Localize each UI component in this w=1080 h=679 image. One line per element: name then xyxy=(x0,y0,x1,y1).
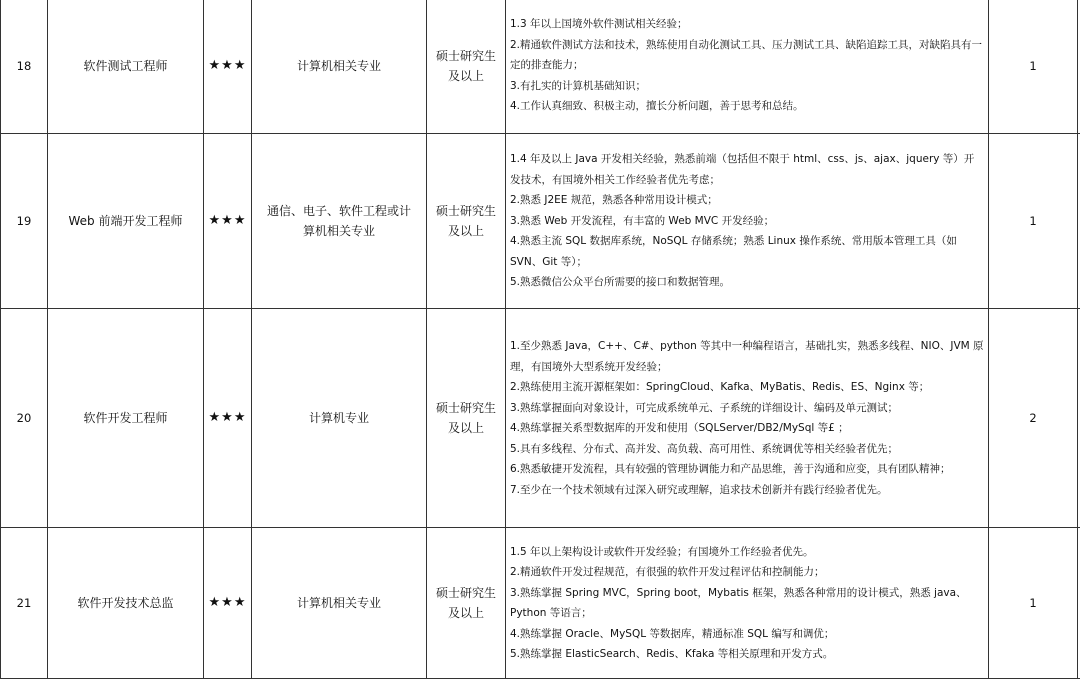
rating-stars: ★★★ xyxy=(204,309,252,528)
degree-requirement: 硕士研究生及以上 xyxy=(427,309,506,528)
requirement-item: 4.熟悉主流 SQL 数据库系统，NoSQL 存储系统；熟悉 Linux 操作系统、常用版本管理工具（如 SVN、Git 等）； xyxy=(510,231,984,272)
rating-stars: ★★★ xyxy=(204,528,252,679)
requirement-item: 2.精通软件开发过程规范，有很强的软件开发过程评估和控制能力； xyxy=(510,562,984,583)
major-requirement: 计算机相关专业 xyxy=(252,0,427,134)
table-row xyxy=(1,0,1080,134)
degree-requirement: 硕士研究生及以上 xyxy=(427,0,506,134)
requirements-list xyxy=(506,134,989,309)
requirement-item: 3.有扎实的计算机基础知识； xyxy=(510,76,984,97)
requirement-item: 3.熟练掌握 Spring MVC，Spring boot，Mybatis 框架，熟悉各种常用的设计模式，熟悉 java、Python 等语言； xyxy=(510,583,984,624)
rating-stars: ★★★ xyxy=(204,0,252,134)
requirement-item: 2.熟练使用主流开源框架如：SpringCloud、Kafka、MyBatis、Redis、ES、Nginx 等； xyxy=(510,377,984,398)
requirement-item: 5.具有多线程、分布式、高并发、高负载、高可用性、系统调优等相关经验者优先； xyxy=(510,439,984,460)
requirement-item: 5.熟练掌握 ElasticSearch、Redis、Kfaka 等相关原理和开发方式。 xyxy=(510,644,984,665)
row-number: 19 xyxy=(1,134,48,309)
requirement-item: 1.4 年及以上 Java 开发相关经验，熟悉前端（包括但不限于 html、css、js、ajax、jquery 等）开发技术，有国境外相关工作经验者优先考虑； xyxy=(510,149,984,190)
headcount: 1 xyxy=(989,0,1078,134)
headcount: 1 xyxy=(989,528,1078,679)
requirement-item: 6.熟悉敏捷开发流程，具有较强的管理协调能力和产品思维，善于沟通和应变，具有团队精神； xyxy=(510,459,984,480)
headcount: 2 xyxy=(989,309,1078,528)
requirement-item: 2.熟悉 J2EE 规范，熟悉各种常用设计模式； xyxy=(510,190,984,211)
table-row xyxy=(1,528,1080,679)
row-number: 20 xyxy=(1,309,48,528)
requirement-item: 3.熟悉 Web 开发流程，有丰富的 Web MVC 开发经验； xyxy=(510,211,984,232)
requirement-item: 2.精通软件测试方法和技术，熟练使用自动化测试工具、压力测试工具、缺陷追踪工具，对缺陷具有一定的排查能力； xyxy=(510,35,984,76)
requirement-item: 5.熟悉微信公众平台所需要的接口和数据管理。 xyxy=(510,272,984,293)
table-row xyxy=(1,309,1080,528)
requirement-item: 4.熟练掌握关系型数据库的开发和使用（SQLServer/DB2/MySql 等£ ； xyxy=(510,418,984,439)
requirement-item: 1.3 年以上国境外软件测试相关经验； xyxy=(510,14,984,35)
major-requirement: 计算机相关专业 xyxy=(252,528,427,679)
major-requirement: 通信、电子、软件工程或计算机相关专业 xyxy=(252,134,427,309)
requirement-item: 4.熟练掌握 Oracle、MySQL 等数据库，精通标准 SQL 编写和调优； xyxy=(510,624,984,645)
major-requirement: 计算机专业 xyxy=(252,309,427,528)
requirement-item: 3.熟练掌握面向对象设计，可完成系统单元、子系统的详细设计、编码及单元测试； xyxy=(510,398,984,419)
degree-requirement: 硕士研究生及以上 xyxy=(427,528,506,679)
position-title: Web 前端开发工程师 xyxy=(48,134,204,309)
position-title: 软件开发技术总监 xyxy=(48,528,204,679)
requirement-item: 4.工作认真细致、积极主动，擅长分析问题，善于思考和总结。 xyxy=(510,96,984,117)
requirements-list xyxy=(506,309,989,528)
requirement-item: 1.5 年以上架构设计或软件开发经验；有国境外工作经验者优先。 xyxy=(510,542,984,563)
table-row xyxy=(1,134,1080,309)
requirement-item: 7.至少在一个技术领域有过深入研究或理解，追求技术创新并有践行经验者优先。 xyxy=(510,480,984,501)
degree-requirement: 硕士研究生及以上 xyxy=(427,134,506,309)
headcount: 1 xyxy=(989,134,1078,309)
position-title: 软件测试工程师 xyxy=(48,0,204,134)
row-number: 21 xyxy=(1,528,48,679)
row-number: 18 xyxy=(1,0,48,134)
requirements-list xyxy=(506,528,989,679)
position-title: 软件开发工程师 xyxy=(48,309,204,528)
requirement-item: 1.至少熟悉 Java，C++、C#、python 等其中一种编程语言，基础扎实，熟悉多线程、NIO、JVM 原理，有国境外大型系统开发经验； xyxy=(510,336,984,377)
rating-stars: ★★★ xyxy=(204,134,252,309)
requirements-list xyxy=(506,0,989,134)
